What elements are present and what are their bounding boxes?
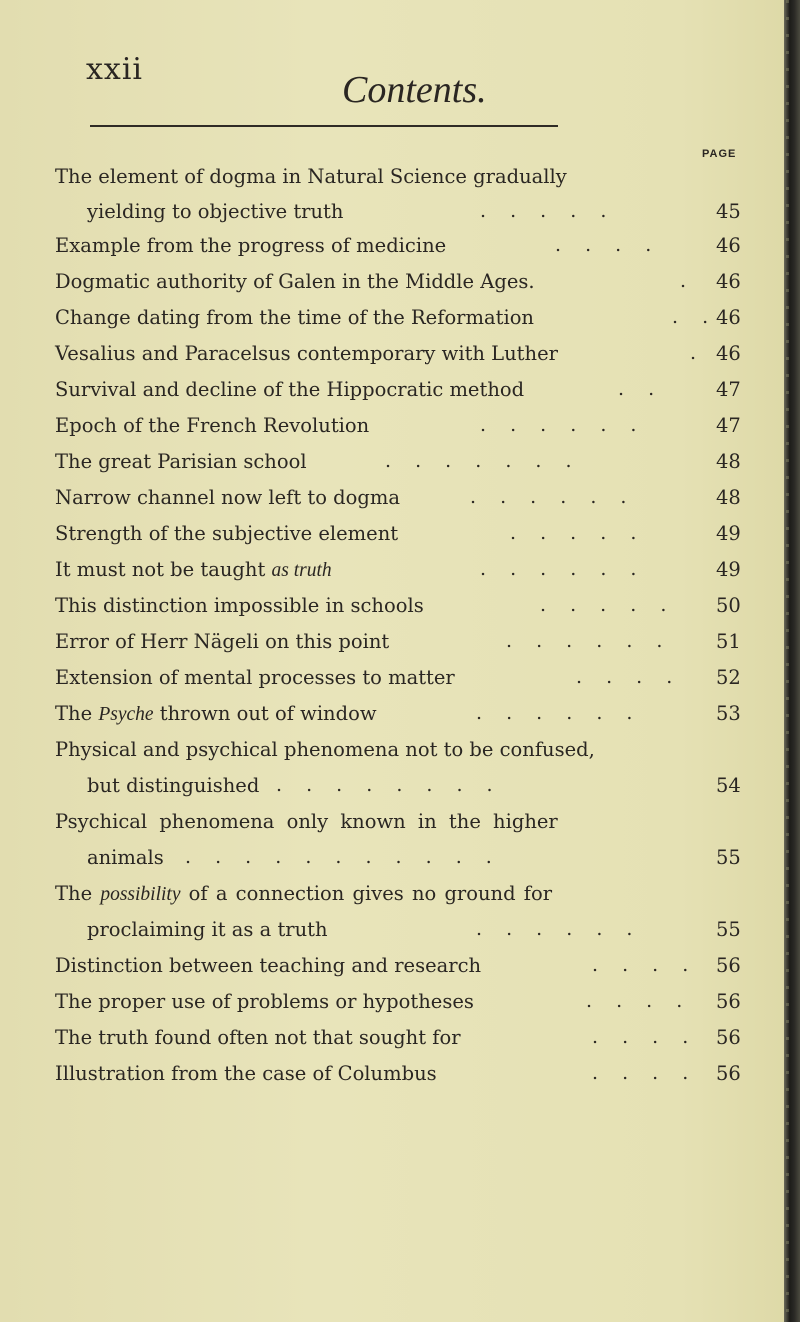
- entry-text: The proper use of problems or hypotheses: [55, 990, 474, 1013]
- contents-entry: [0, 1062, 800, 1102]
- contents-entry: [0, 954, 800, 994]
- entry-text-italic: possibility: [100, 884, 181, 905]
- entry-text: Physical and psychical phenomena not to be confused,: [55, 738, 595, 761]
- dot-leader: . .: [672, 306, 718, 328]
- entry-text: [55, 558, 332, 582]
- entry-text-roman: of a connection gives no ground for: [180, 882, 553, 905]
- entry-text: Psychical phenomena only known in the higher: [55, 810, 558, 833]
- dot-leader: . . . . . . . .: [276, 774, 502, 796]
- dot-leader: . . . . . .: [470, 486, 636, 508]
- dot-leader: . . . . . . .: [385, 450, 581, 472]
- contents-entry: [0, 594, 800, 634]
- dot-leader: . . . . . . . . . . .: [185, 846, 501, 868]
- contents-entry: [0, 810, 800, 890]
- entry-text: Error of Herr Nägeli on this point: [55, 630, 390, 653]
- dot-leader: . . . .: [576, 666, 682, 688]
- entry-page: 48: [716, 450, 741, 473]
- contents-entry: [0, 165, 800, 245]
- entry-page: 53: [716, 702, 741, 725]
- dot-leader: . . . .: [592, 1062, 698, 1084]
- entry-text: Survival and decline of the Hippocratic method: [55, 378, 525, 401]
- page-title: Contents.: [342, 69, 487, 111]
- contents-entry: [0, 342, 800, 382]
- entry-text: Distinction between teaching and research: [55, 954, 482, 977]
- entry-page: 46: [716, 306, 741, 329]
- dot-leader: . . . . .: [480, 200, 616, 222]
- contents-entry: [0, 738, 800, 818]
- entry-text: Strength of the subjective element: [55, 522, 399, 545]
- entry-page: 49: [716, 522, 741, 545]
- entry-text: Extension of mental processes to matter: [55, 666, 455, 689]
- entry-page: 51: [716, 630, 741, 653]
- dot-leader: . . . .: [592, 954, 698, 976]
- dot-leader: . . . .: [555, 234, 661, 256]
- dot-leader: . . . . . .: [506, 630, 672, 652]
- entry-page: 49: [716, 558, 741, 581]
- entry-page: 46: [716, 234, 741, 257]
- dot-leader: . . . . .: [540, 594, 676, 616]
- contents-entry: [0, 306, 800, 346]
- entry-text: Example from the progress of medicine: [55, 234, 447, 257]
- contents-entry: [0, 990, 800, 1030]
- book-edge-texture: [786, 0, 789, 1322]
- contents-entry: [0, 414, 800, 454]
- contents-entry: [0, 666, 800, 706]
- entry-text-roman: The: [55, 882, 101, 905]
- entry-text: Vesalius and Paracelsus contemporary with Luther: [55, 342, 558, 365]
- entry-page: 47: [716, 378, 741, 401]
- contents-entry: [0, 1026, 800, 1066]
- contents-entry: [0, 234, 800, 274]
- entry-text: The element of dogma in Natural Science gradually: [55, 165, 567, 188]
- entry-page: 55: [716, 846, 741, 869]
- entry-page: 45: [716, 200, 741, 223]
- header-rule: [90, 125, 558, 127]
- entry-page: 46: [716, 342, 741, 365]
- entry-text-continued: yielding to objective truth: [87, 200, 344, 223]
- entry-text: Epoch of the French Revolution: [55, 414, 370, 437]
- dot-leader: . . . . . .: [480, 414, 646, 436]
- contents-entry: [0, 270, 800, 310]
- entry-text-continued: proclaiming it as a truth: [87, 918, 328, 941]
- contents-entry: [0, 486, 800, 526]
- entry-text-roman: It must not be taught: [55, 558, 272, 581]
- dot-leader: . . . . . .: [476, 702, 642, 724]
- entry-text: Dogmatic authority of Galen in the Middle Ages.: [55, 270, 535, 293]
- entry-page: 56: [716, 1026, 741, 1049]
- dot-leader: .: [680, 270, 696, 292]
- dot-leader: . . . . . .: [476, 918, 642, 940]
- contents-entry: [0, 882, 800, 962]
- contents-entry: [0, 702, 800, 742]
- contents-entry: [0, 522, 800, 562]
- page-column-label: PAGE: [702, 148, 737, 160]
- entry-text: Illustration from the case of Columbus: [55, 1062, 437, 1085]
- contents-entry: [0, 450, 800, 490]
- entry-text-roman: The: [55, 702, 99, 725]
- entry-text: [55, 882, 552, 906]
- entry-page: 56: [716, 1062, 741, 1085]
- entry-page: 47: [716, 414, 741, 437]
- entry-text-continued: animals: [87, 846, 164, 869]
- entry-text: [55, 702, 377, 726]
- entry-page: 55: [716, 918, 741, 941]
- entry-page: 50: [716, 594, 741, 617]
- entry-page: 46: [716, 270, 741, 293]
- entry-text: Change dating from the time of the Reformation: [55, 306, 534, 329]
- dot-leader: .: [690, 342, 706, 364]
- contents-entry: [0, 378, 800, 418]
- entry-page: 48: [716, 486, 741, 509]
- contents-entry: [0, 630, 800, 670]
- dot-leader: . . . .: [586, 990, 692, 1012]
- contents-entry: [0, 558, 800, 598]
- entry-text: The great Parisian school: [55, 450, 307, 473]
- entry-text: Narrow channel now left to dogma: [55, 486, 400, 509]
- entry-text-roman: thrown out of window: [153, 702, 377, 725]
- page-number: xxii: [86, 52, 144, 87]
- entry-text-italic: Psyche: [98, 704, 154, 725]
- entry-text: The truth found often not that sought for: [55, 1026, 461, 1049]
- entry-text-italic: as truth: [271, 560, 332, 581]
- dot-leader: . . . . .: [510, 522, 646, 544]
- dot-leader: . . . .: [592, 1026, 698, 1048]
- entry-page: 56: [716, 990, 741, 1013]
- entry-text: This distinction impossible in schools: [55, 594, 424, 617]
- entry-text-continued: but distinguished: [87, 774, 260, 797]
- entry-page: 54: [716, 774, 741, 797]
- entry-page: 56: [716, 954, 741, 977]
- entry-page: 52: [716, 666, 741, 689]
- dot-leader: . . . . . .: [480, 558, 646, 580]
- dot-leader: . .: [618, 378, 664, 400]
